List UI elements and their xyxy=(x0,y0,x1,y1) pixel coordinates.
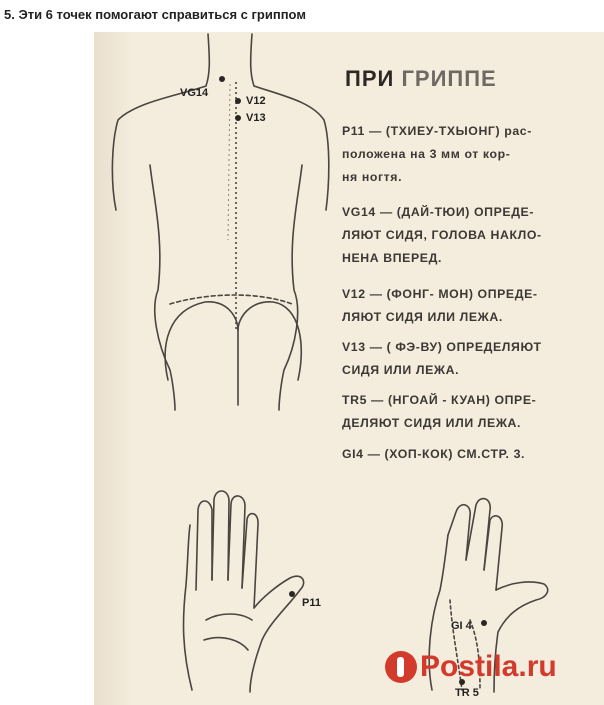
entry-line: P11 — (ТХИЕУ-ТХЫОНГ) рас- xyxy=(342,124,532,138)
entry-line: V12 — (ФОНГ- МОН) ОПРЕДЕ- xyxy=(342,287,538,301)
entry-line: VG14 — (ДАЙ-ТЮИ) ОПРЕДЕ- xyxy=(342,205,535,219)
label-v12: V12 xyxy=(246,95,266,107)
label-p11: P11 xyxy=(302,597,321,609)
entry-line: ня ногтя. xyxy=(342,170,403,184)
entry-vg14 xyxy=(342,201,578,270)
entry-line: ЛЯЮТ СИДЯ, ГОЛОВА НАКЛО- xyxy=(342,228,542,242)
entry-line: НЕНА ВПЕРЕД. xyxy=(342,251,442,265)
entry-line: ЛЯЮТ СИДЯ ИЛИ ЛЕЖА. xyxy=(342,310,503,324)
left-palm-figure xyxy=(184,491,304,692)
entry-line: V13 — ( ФЭ-ВУ) ОПРЕДЕЛЯЮТ xyxy=(342,340,542,354)
entry-line: TR5 — (НГОАЙ - КУАН) ОПРЕ- xyxy=(342,393,537,407)
point-v12 xyxy=(235,98,241,104)
entry-line: ДЕЛЯЮТ СИДЯ ИЛИ ЛЕЖА. xyxy=(342,416,522,430)
entry-p11 xyxy=(342,120,578,189)
back-figure xyxy=(112,34,328,410)
entry-line: GI4 — (ХОП-КОК) СМ.СТР. 3. xyxy=(342,447,526,461)
entry-gi4 xyxy=(342,443,578,466)
point-gi4 xyxy=(481,620,487,626)
entry-v13 xyxy=(342,336,578,382)
title-word-2: ГРИППЕ xyxy=(401,66,497,91)
postila-logo-icon xyxy=(385,651,417,683)
article-title xyxy=(345,66,497,92)
label-v13: V13 xyxy=(246,112,266,124)
point-v13 xyxy=(235,115,241,121)
label-vg14: VG14 xyxy=(180,87,209,99)
entry-tr5 xyxy=(342,389,578,435)
label-tr5: TR 5 xyxy=(455,687,479,699)
entry-line: СИДЯ ИЛИ ЛЕЖА. xyxy=(342,363,460,377)
entry-line: положена на 3 мм от кор- xyxy=(342,147,511,161)
watermark-text: Postila.ru xyxy=(420,650,557,683)
point-vg14 xyxy=(219,76,225,82)
post-header: 5. Эти 6 точек помогают справиться с гриппом xyxy=(4,7,306,22)
postila-watermark xyxy=(385,650,557,684)
title-word-1: ПРИ xyxy=(345,66,395,91)
point-p11 xyxy=(289,591,295,597)
label-gi4: GI 4 xyxy=(451,620,472,632)
entry-v12 xyxy=(342,283,578,329)
